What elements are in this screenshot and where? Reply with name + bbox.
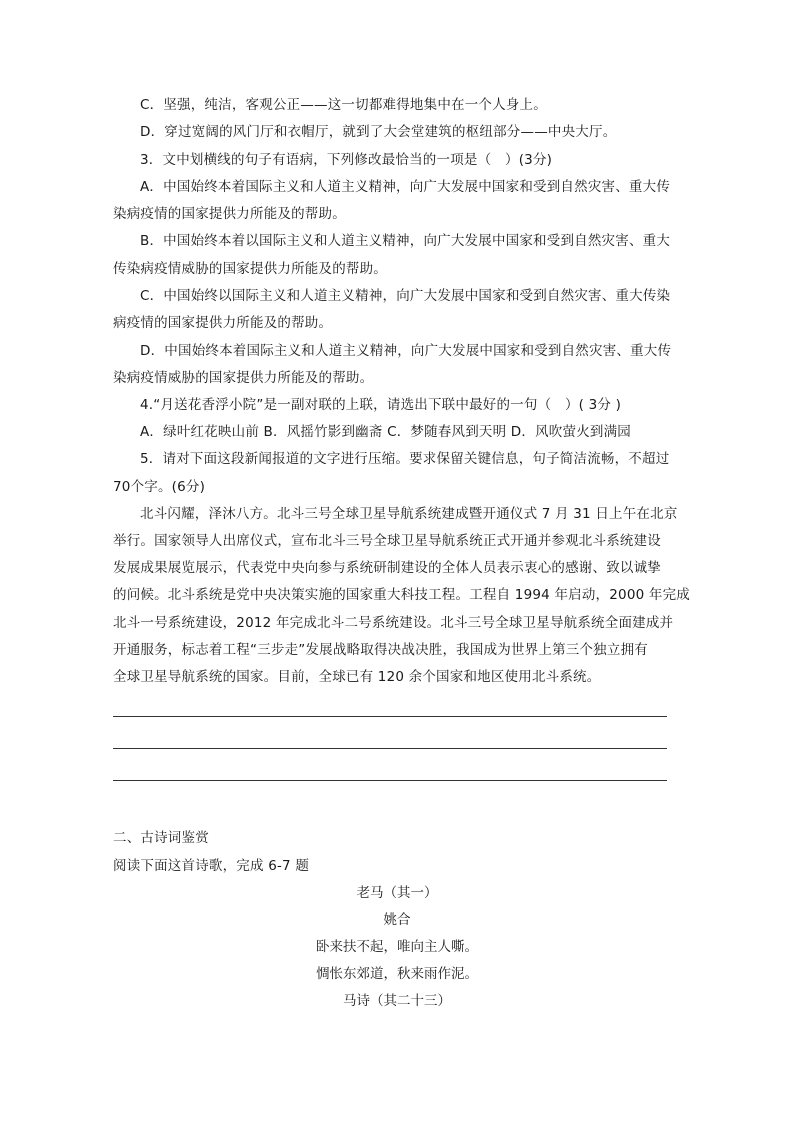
answer-line[interactable] [113, 716, 667, 717]
news-passage-line: 的问候。北斗系统是党中央决策实施的国家重大科技工程。工程自 1994 年启动，2000 年完成 [113, 587, 690, 603]
news-passage-line: 开通服务，标志着工程“三步走”发展战略取得决战决胜，我国成为世界上第三个独立拥有 [113, 642, 648, 658]
poem-1-author: 姚合 [383, 912, 411, 928]
poem-2-title: 马诗（其二十三） [343, 993, 451, 1009]
news-passage-line: 全球卫星导航系统的国家。目前，全球已有 120 余个国家和地区使用北斗系统。 [113, 669, 601, 685]
section-2-heading: 二、古诗词鉴赏 [113, 830, 209, 846]
news-passage-line: 北斗闪耀，泽沐八方。北斗三号全球卫星导航系统建成暨开通仪式 7 月 31 日上午在北京 [140, 506, 678, 522]
option-d-prev: D．穿过宽阔的风门厅和衣帽厅，就到了大会堂建筑的枢纽部分——中央大厅。 [140, 124, 617, 140]
news-passage-line: 发展成果展览展示，代表党中央向参与系统研制建设的全体人员表示衷心的感谢、致以诚挚 [113, 560, 661, 576]
q3-option-b-line2: 传染病疫情威胁的国家提供力所能及的帮助。 [113, 261, 387, 277]
question-4-options: A．绿叶红花映山前 B．风摇竹影到幽斋 C．梦随春风到天明 D．风吹萤火到满园 [140, 424, 631, 440]
poem-1-line-2: 惆怅东郊道，秋来雨作泥。 [316, 966, 478, 982]
news-passage-line: 举行。国家领导人出席仪式，宣布北斗三号全球卫星导航系统正式开通并参观北斗系统建设 [113, 533, 661, 549]
poem-1-title: 老马（其一） [356, 885, 438, 901]
answer-line[interactable] [113, 748, 667, 749]
news-passage-line: 北斗一号系统建设，2012 年完成北斗二号系统建设。北斗三号全球卫星导航系统全面建成并 [113, 615, 674, 631]
q3-option-b-line1: B．中国始终本着以国际主义和人道主义精神，向广大发展中国家和受到自然灾害、重大 [140, 233, 671, 249]
q3-option-d-line2: 染病疫情威胁的国家提供力所能及的帮助。 [113, 370, 374, 386]
option-c-prev: C．坚强，纯洁，客观公正——这一切都难得地集中在一个人身上。 [140, 97, 547, 113]
question-3-stem: 3．文中划横线的句子有语病，下列修改最恰当的一项是（ ）(3分) [140, 152, 553, 168]
question-4-stem: 4.“月送花香浮小院”是一副对联的上联，请选出下联中最好的一句（ ）( 3分 ) [140, 397, 622, 413]
question-5-stem-line1: 5．请对下面这段新闻报道的文字进行压缩。要求保留关键信息，句子简洁流畅，不超过 [140, 451, 670, 467]
q3-option-a-line1: A．中国始终本着国际主义和人道主义精神，向广大发展中国家和受到自然灾害、重大传 [140, 179, 671, 195]
question-5-stem-line2: 70个字。(6分) [113, 479, 206, 495]
q3-option-a-line2: 染病疫情的国家提供力所能及的帮助。 [113, 206, 346, 222]
q3-option-c-line2: 病疫情的国家提供力所能及的帮助。 [113, 315, 333, 331]
poem-1-line-1: 卧来扶不起，唯向主人嘶。 [316, 939, 478, 955]
answer-line[interactable] [113, 780, 667, 781]
q3-option-c-line1: C．中国始终以国际主义和人道主义精神，向广大发展中国家和受到自然灾害、重大传染 [140, 288, 671, 304]
q3-option-d-line1: D．中国始终本着国际主义和人道主义精神，向广大发展中国家和受到自然灾害、重大传 [140, 343, 672, 359]
section-2-instruction: 阅读下面这首诗歌，完成 6-7 题 [113, 858, 310, 874]
